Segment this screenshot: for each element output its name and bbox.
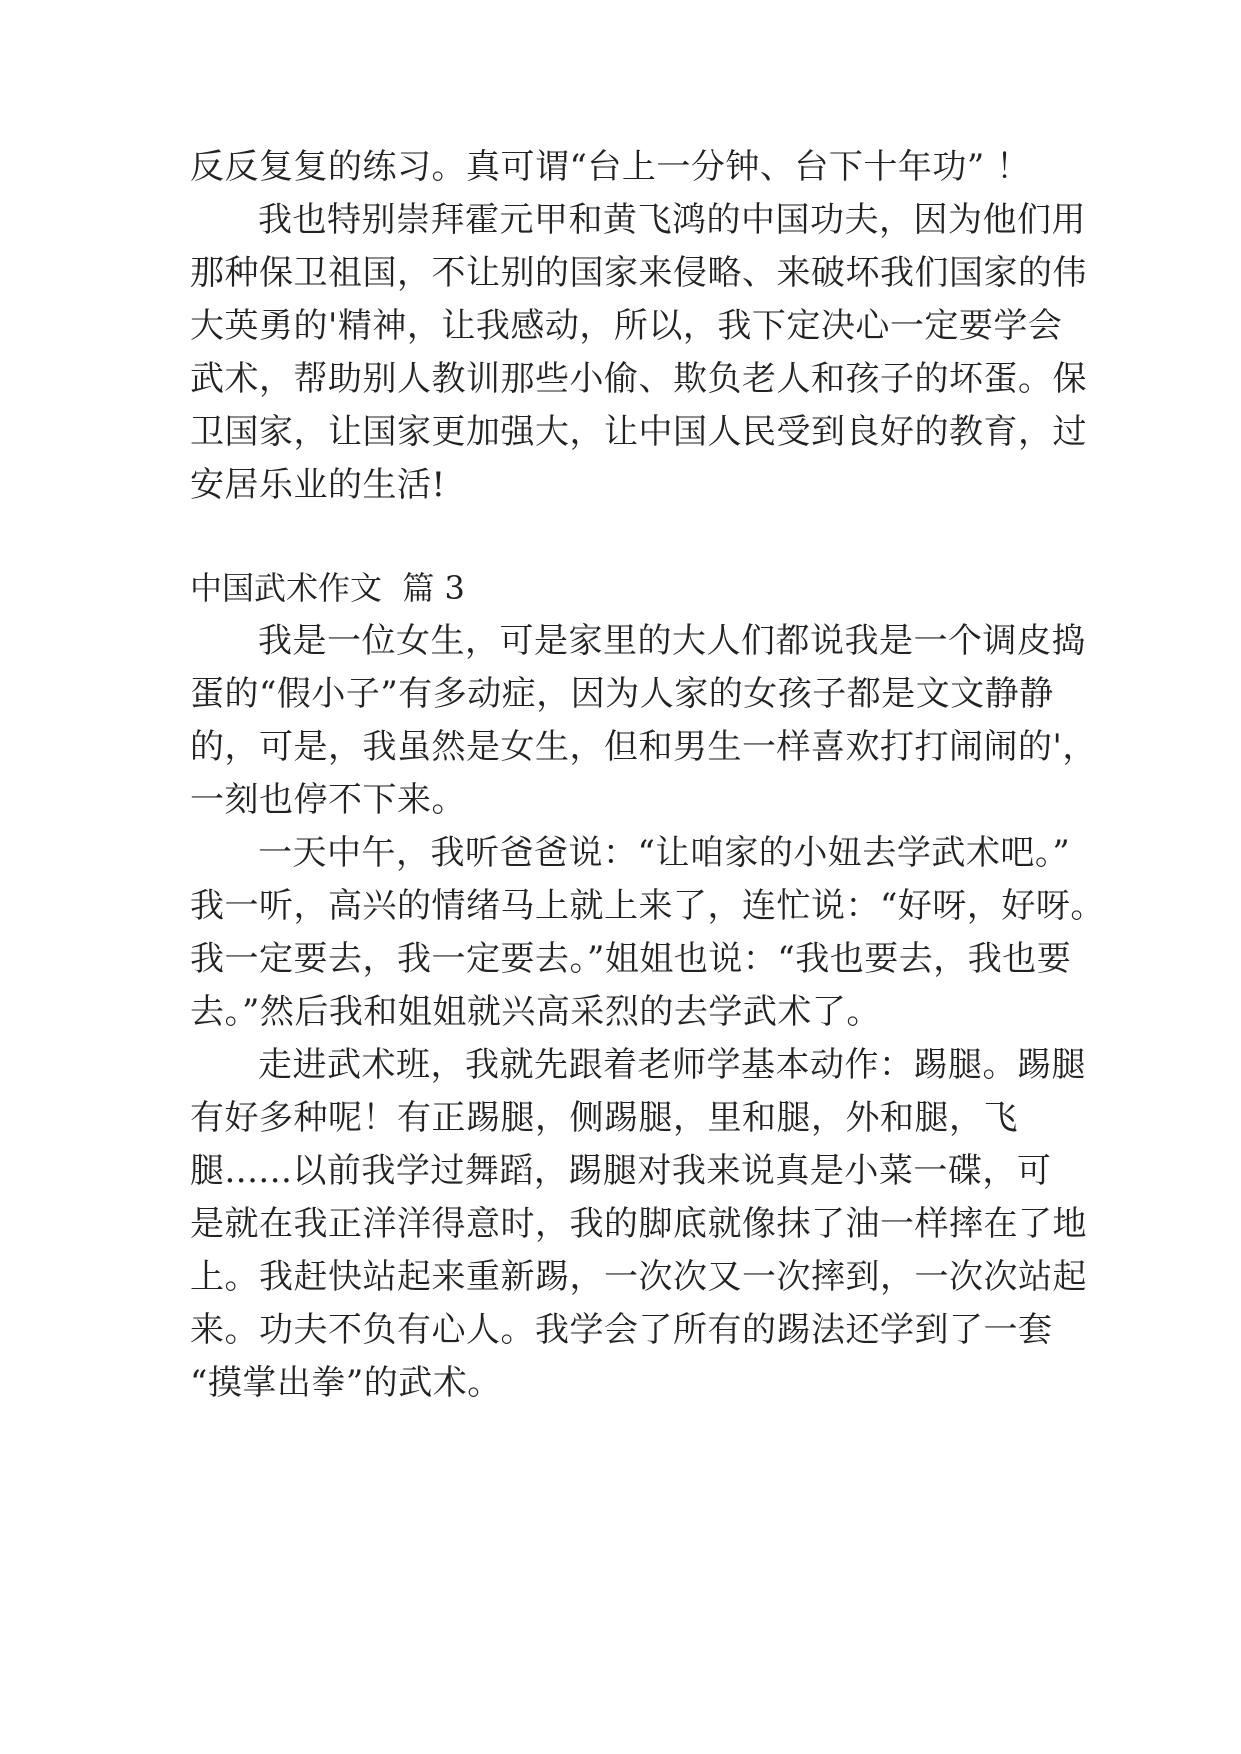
text-line: 我一听，高兴的情绪马上就上来了，连忙说：“好呀，好呀。 — [190, 886, 1105, 926]
text-line: 的，可是，我虽然是女生，但和男生一样喜欢打打闹闹的'， — [190, 727, 1097, 767]
text-line: 上。我赶快站起来重新踢，一次次又一次摔到，一次次站起 — [190, 1257, 1087, 1297]
text-line: “摸掌出拳”的武术。 — [190, 1363, 502, 1403]
text-line: 去。”然后我和姐姐就兴高采烈的去学武术了。 — [190, 992, 881, 1032]
text-line: 那种保卫祖国，不让别的国家来侵略、来破坏我们国家的伟 — [190, 253, 1087, 293]
text-line: 蛋的“假小子”有多动症，因为人家的女孩子都是文文静静 — [190, 674, 1054, 714]
paragraph-first-line: 走进武术班，我就先跟着老师学基本动作：踢腿。踢腿 — [258, 1045, 1086, 1085]
paragraph-first-line: 我也特别崇拜霍元甲和黄飞鸿的中国功夫，因为他们用 — [258, 200, 1086, 240]
text-line: 一刻也停不下来。 — [190, 780, 466, 820]
section-heading: 中国武术作文 篇 3 — [190, 569, 465, 607]
text-line: 腿......以前我学过舞蹈，踢腿对我来说真是小菜一碟，可 — [190, 1151, 1052, 1191]
text-line: 来。功夫不负有心人。我学会了所有的踢法还学到了一套 — [190, 1310, 1053, 1350]
text-line: 反反复复的练习。真可谓“台上一分钟、台下十年功” ！ — [190, 147, 1031, 187]
paragraph-first-line: 一天中午，我听爸爸说：“让咱家的小妞去学武术吧。” — [258, 833, 1071, 873]
text-line: 武术，帮助别人教训那些小偷、欺负老人和孩子的坏蛋。保 — [190, 359, 1087, 399]
text-line: 有好多种呢！有正踢腿，侧踢腿，里和腿，外和腿，飞 — [190, 1098, 1018, 1138]
text-line: 是就在我正洋洋得意时，我的脚底就像抹了油一样摔在了地 — [190, 1204, 1087, 1244]
text-line: 大英勇的'精神，让我感动，所以，我下定决心一定要学会 — [190, 306, 1063, 346]
text-line: 卫国家，让国家更加强大，让中国人民受到良好的教育，过 — [190, 412, 1087, 452]
paragraph-first-line: 我是一位女生，可是家里的大人们都说我是一个调皮捣 — [258, 621, 1086, 661]
text-line: 安居乐业的生活! — [190, 465, 446, 505]
text-line: 我一定要去，我一定要去。”姐姐也说：“我也要去，我也要 — [190, 939, 1072, 979]
